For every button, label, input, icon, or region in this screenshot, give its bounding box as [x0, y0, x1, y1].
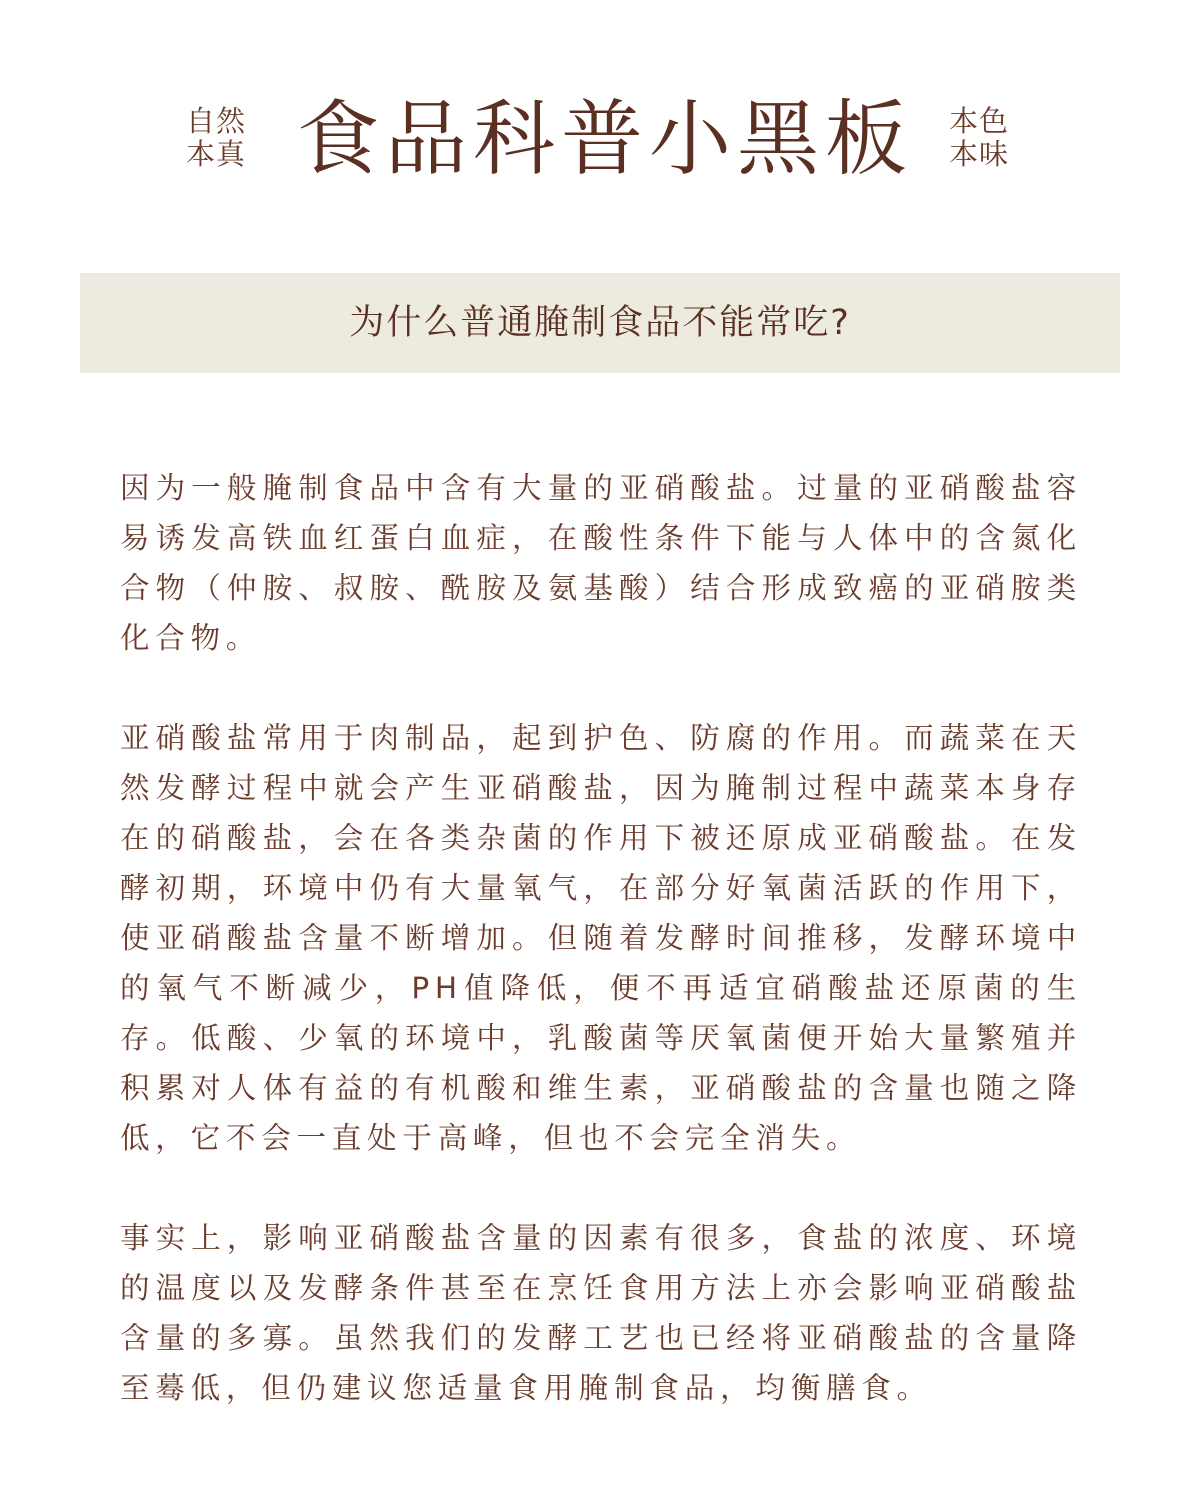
left-slogan-line-2: 本真	[186, 137, 247, 171]
question-banner	[80, 273, 1120, 373]
article-body	[120, 463, 1082, 1413]
paragraph-2: 亚硝酸盐常用于肉制品，起到护色、防腐的作用。而蔬菜在天然发酵过程中就会产生亚硝酸盐，因为腌制过程中蔬菜本身存在的硝酸盐，会在各类杂菌的作用下被还原成亚硝酸盐。在发酵初期，环境中仍有大量氧气，在部分好氧菌活跃的作用下，使亚硝酸盐含量不断增加。但随着发酵时间推移，发酵环境中的氧气不断减少，PH值降低，便不再适宜硝酸盐还原菌的生存。低酸、少氧的环境中，乳酸菌等厌氧菌便开始大量繁殖并积累对人体有益的有机酸和维生素，亚硝酸盐的含量也随之降低，它不会一直处于高峰，但也不会完全消失。	[120, 721, 1082, 1155]
page-header	[0, 92, 1200, 187]
left-slogan-line-1: 自然	[186, 104, 247, 138]
paragraph-1: 因为一般腌制食品中含有大量的亚硝酸盐。过量的亚硝酸盐容易诱发高铁血红蛋白血症，在酸性条件下能与人体中的含氮化合物（仲胺、叔胺、酰胺及氨基酸）结合形成致癌的亚硝胺类化合物。	[120, 471, 1082, 655]
right-slogan	[949, 105, 1009, 171]
right-slogan-line-1: 本色	[949, 104, 1010, 138]
page-title: 食品科普小黑板	[296, 92, 913, 187]
question-heading: 为什么普通腌制食品不能常吃?	[349, 303, 851, 343]
left-slogan	[186, 105, 246, 171]
right-slogan-line-2: 本味	[949, 137, 1010, 171]
paragraph-3: 事实上，影响亚硝酸盐含量的因素有很多，食盐的浓度、环境的温度以及发酵条件甚至在烹饪食用方法上亦会影响亚硝酸盐含量的多寡。虽然我们的发酵工艺也已经将亚硝酸盐的含量降至蓦低，但仍建议您适量食用腌制食品，均衡膳食。	[120, 1221, 1082, 1405]
